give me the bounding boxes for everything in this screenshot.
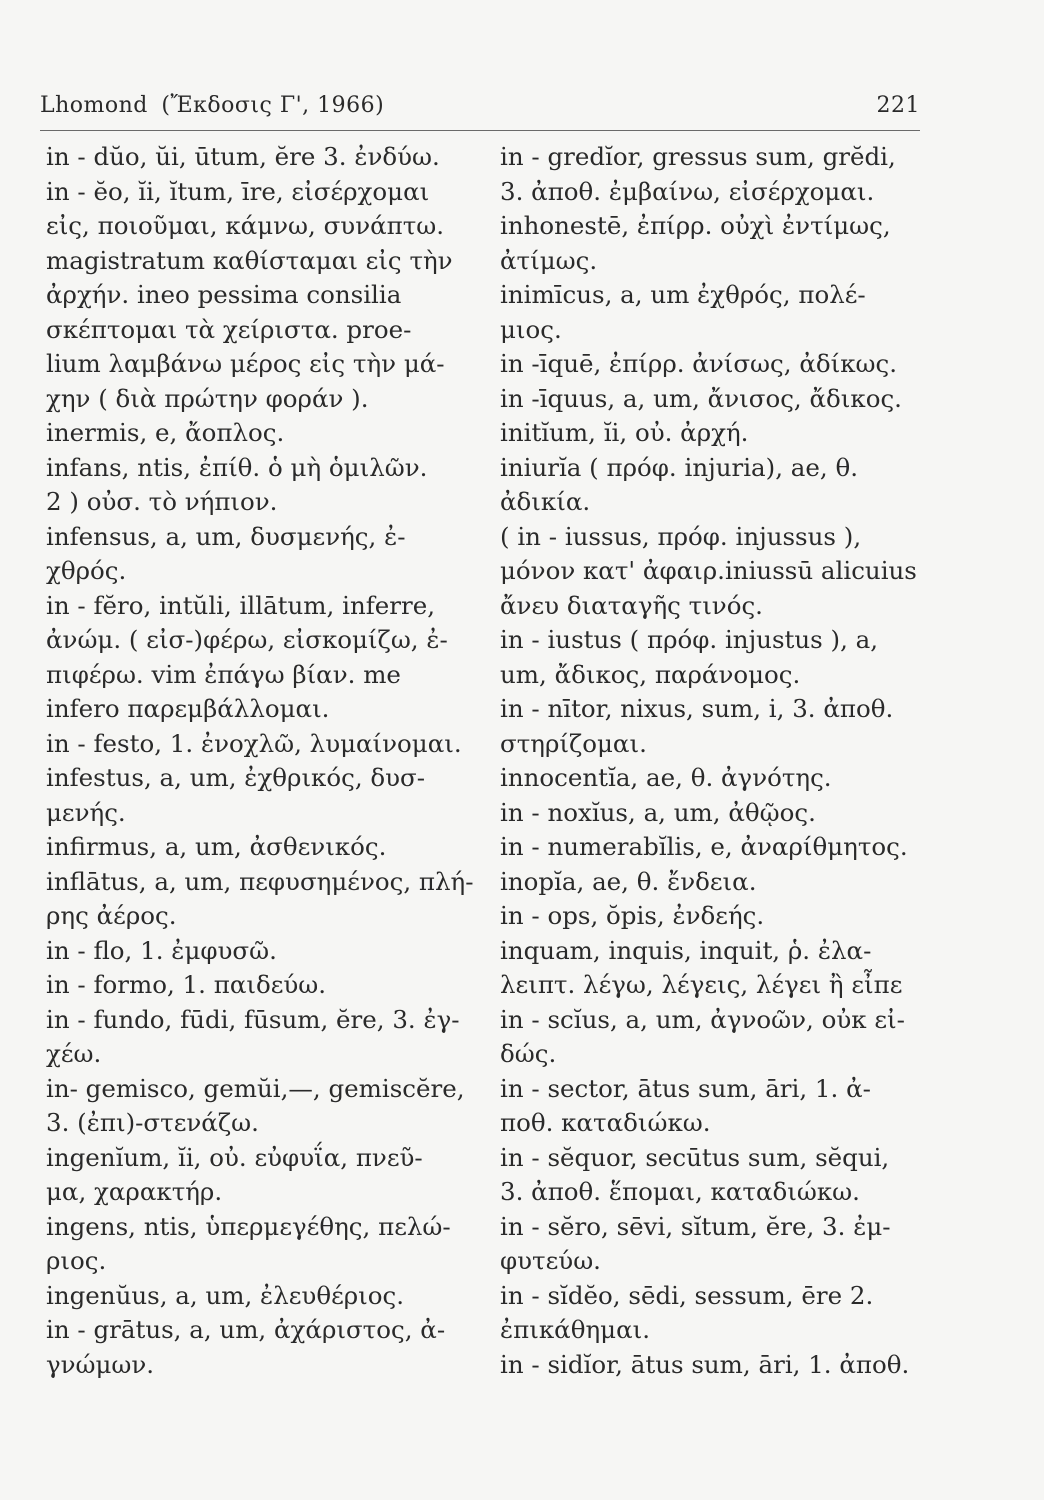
dictionary-line: in - fundo, fūdi, fūsum, ĕre, 3. ἐγ- — [46, 1004, 460, 1034]
dictionary-line: 3. (ἐπι)-στενάζω. — [46, 1108, 259, 1137]
dictionary-line: ἀδικία. — [500, 487, 591, 516]
dictionary-line: πιφέρω. vim ἐπάγω βίαν. me — [46, 659, 401, 689]
dictionary-line: in -īquus, a, um, ἄνισος, ἄδικος. — [500, 383, 902, 413]
dictionary-line: χην ( διὰ πρώτην φοράν ). — [46, 383, 369, 413]
dictionary-line: inquam, inquis, inquit, ῥ. ἐλα- — [500, 935, 872, 965]
dictionary-line: ingens, ntis, ὑπερμεγέθης, πελώ- — [46, 1211, 451, 1241]
dictionary-line: in - ĕo, ĭi, ĭtum, īre, εἰσέρχομαι — [46, 176, 430, 206]
dictionary-line: χθρός. — [46, 556, 127, 585]
dictionary-line: in - fĕro, intŭli, illātum, inferre, — [46, 590, 435, 620]
dictionary-line: 3. ἀποθ. ἐμβαίνω, εἰσέρχομαι. — [500, 176, 875, 206]
dictionary-line: innocentĭa, ae, θ. ἀγνότης. — [500, 763, 832, 792]
dictionary-line: in - sĭdĕo, sēdi, sessum, ēre 2. — [500, 1280, 874, 1310]
dictionary-line: στηρίζομαι. — [500, 728, 647, 758]
dictionary-line: ριος. — [46, 1246, 107, 1275]
dictionary-line: inflātus, a, um, πεφυσημένος, πλή- — [46, 866, 474, 896]
dictionary-line: μα, χαρακτήρ. — [46, 1177, 223, 1206]
header-title — [40, 93, 390, 118]
dictionary-line: χέω. — [46, 1039, 102, 1068]
right-column — [500, 140, 930, 1382]
dictionary-line: in - sĕro, sēvi, sĭtum, ĕre, 3. ἐμ- — [500, 1211, 891, 1241]
dictionary-line: ποθ. καταδιώκω. — [500, 1108, 711, 1137]
dictionary-line: inhonestē, ἐπίρρ. οὐχὶ ἐντίμως, — [500, 211, 891, 240]
dictionary-line: ἀρχήν. ineo pessima consilia — [46, 280, 402, 309]
left-column — [46, 140, 476, 1382]
dictionary-line: εἰς, ποιοῦμαι, κάμνω, συνάπτω. — [46, 211, 445, 240]
dictionary-line: γνώμων. — [46, 1349, 155, 1379]
dictionary-line: in - flo, 1. ἐμφυσῶ. — [46, 935, 277, 965]
dictionary-line: inopĭa, ae, θ. ἔνδεια. — [500, 866, 757, 896]
dictionary-line: ingenĭum, ĭi, οὐ. εὐφυΐα, πνεῦ- — [46, 1142, 423, 1172]
dictionary-line: in - festo, 1. ἐνοχλῶ, λυμαίνομαι. — [46, 728, 462, 758]
dictionary-line: δώς. — [500, 1039, 557, 1068]
dictionary-line: in- gemisco, gemŭi,—, gemiscĕre, — [46, 1073, 465, 1103]
dictionary-line: in - formo, 1. παιδεύω. — [46, 970, 327, 999]
dictionary-line: inermis, e, ἄοπλος. — [46, 418, 285, 447]
dictionary-line: in - scĭus, a, um, ἀγνοῶν, οὐκ εἰ- — [500, 1004, 905, 1034]
dictionary-line: infirmus, a, um, ἀσθενικός. — [46, 832, 387, 861]
dictionary-line: 3. ἀποθ. ἕπομαι, καταδιώκω. — [500, 1177, 860, 1206]
dictionary-line: inimīcus, a, um ἐχθρός, πολέ- — [500, 280, 866, 309]
header-rule — [40, 130, 920, 131]
dictionary-line: initĭum, ĭi, οὐ. ἀρχή. — [500, 418, 749, 447]
dictionary-line: μενής. — [46, 797, 126, 827]
dictionary-line: in - sidĭor, ātus sum, āri, 1. ἀποθ. — [500, 1349, 910, 1379]
dictionary-line: in - ops, ŏpis, ἐνδεής. — [500, 901, 765, 930]
dictionary-line: infensus, a, um, δυσμενής, ἐ- — [46, 521, 406, 551]
dictionary-line: ingenŭus, a, um, ἐλευθέριος. — [46, 1280, 405, 1310]
dictionary-line: λειπτ. λέγω, λέγεις, λέγει ἢ εἶπε — [500, 970, 903, 999]
dictionary-line: lium λαμβάνω μέρος εἰς τὴν μά- — [46, 349, 445, 378]
page-number: 221 — [876, 93, 920, 118]
edition-note: (Ἔκδοσις Γ', 1966) — [161, 93, 385, 118]
dictionary-line: in - sĕquor, secūtus sum, sĕqui, — [500, 1142, 890, 1172]
running-title: Lhomond — [40, 93, 148, 118]
dictionary-line: ἀνώμ. ( εἰσ-)φέρω, εἰσκομίζω, ἐ- — [46, 625, 448, 654]
page-header — [40, 93, 920, 127]
dictionary-line: in -īquē, ἐπίρρ. ἀνίσως, ἀδίκως. — [500, 349, 898, 378]
dictionary-line: um, ἄδικος, παράνομος. — [500, 659, 801, 689]
dictionary-line: in - iustus ( πρόφ. injustus ), a, — [500, 625, 879, 654]
dictionary-line: in - gredĭor, gressus sum, grĕdi, — [500, 142, 896, 171]
dictionary-line: in - grātus, a, um, ἀχάριστος, ἀ- — [46, 1315, 446, 1344]
dictionary-line: in - noxĭus, a, um, ἀθῷος. — [500, 797, 816, 827]
dictionary-line: infans, ntis, ἐπίθ. ὁ μὴ ὁμιλῶν. — [46, 452, 428, 482]
dictionary-line: ἐπικάθημαι. — [500, 1315, 651, 1344]
dictionary-line: ρης ἀέρος. — [46, 901, 177, 930]
dictionary-line: σκέπτομαι τὰ χείριστα. proe- — [46, 314, 412, 344]
dictionary-line: 2 ) οὐσ. τὸ νήπιον. — [46, 487, 278, 516]
dictionary-line: μόνον κατ' ἀφαιρ.iniussū alicuius — [500, 556, 917, 585]
dictionary-line: μιος. — [500, 314, 562, 344]
dictionary-line: magistratum καθίσταμαι εἰς τὴν — [46, 245, 453, 275]
dictionary-line: ἀτίμως. — [500, 245, 598, 275]
dictionary-line: infestus, a, um, ἐχθρικός, δυσ- — [46, 763, 426, 792]
dictionary-line: ( in - iussus, πρόφ. injussus ), — [500, 521, 862, 551]
dictionary-line: in - sector, ātus sum, āri, 1. ἀ- — [500, 1073, 871, 1103]
dictionary-line: in - nītor, nixus, sum, i, 3. ἀποθ. — [500, 694, 894, 723]
dictionary-line: in - dŭo, ŭi, ūtum, ĕre 3. ἐνδύω. — [46, 142, 440, 171]
dictionary-line: ἄνευ διαταγῆς τινός. — [500, 590, 763, 620]
dictionary-line: in - numerabĭlis, e, ἀναρίθμητος. — [500, 832, 908, 861]
dictionary-line: φυτεύω. — [500, 1246, 601, 1275]
dictionary-line: infero παρεμβάλλομαι. — [46, 694, 330, 723]
dictionary-line: iniurĭa ( πρόφ. injuria), ae, θ. — [500, 452, 859, 482]
